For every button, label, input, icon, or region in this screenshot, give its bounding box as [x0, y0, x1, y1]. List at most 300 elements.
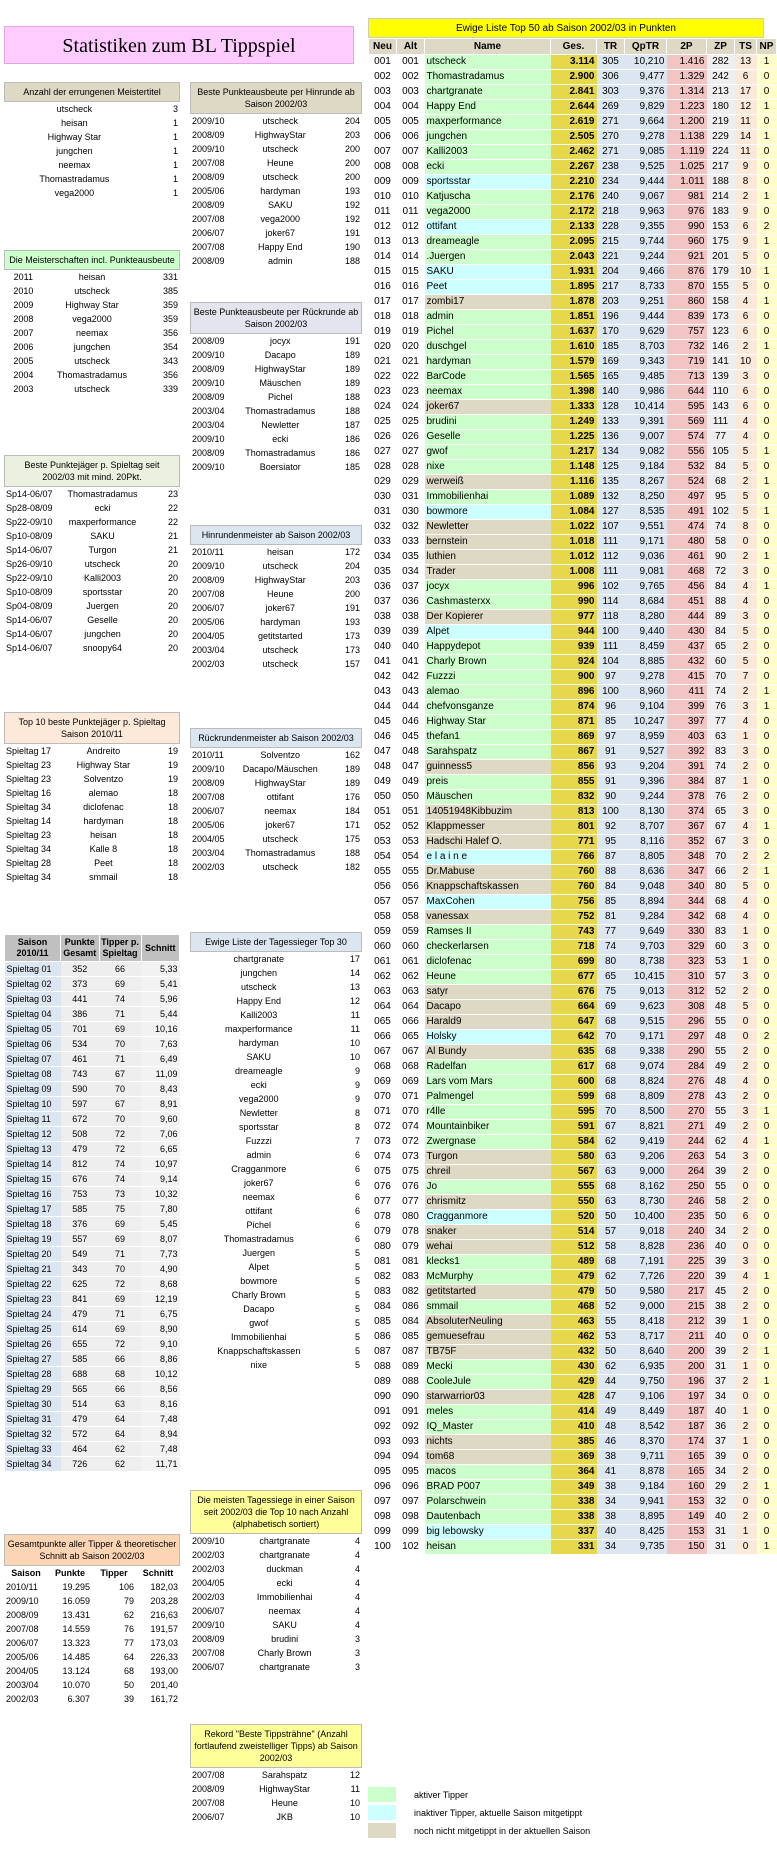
table-cell: 1 — [757, 130, 777, 145]
tagessieger-block — [190, 932, 362, 1372]
table-cell: thefan1 — [425, 730, 551, 745]
gesamtpunkte-block — [4, 1534, 180, 1706]
table-cell: 74 — [597, 940, 625, 955]
table-row — [369, 610, 777, 625]
table-row — [369, 160, 777, 175]
table-cell: joker67 — [265, 228, 296, 238]
table-cell: 9,171 — [625, 1030, 667, 1045]
table-cell: 11,09 — [141, 1067, 180, 1082]
meisterschaften-header: Die Meisterschaften incl. Punkteausbeute — [4, 250, 180, 270]
table-row — [369, 1375, 777, 1390]
table-cell: 094 — [369, 1450, 397, 1465]
table-cell: 13.431 — [62, 1610, 90, 1620]
table-cell: 71 — [99, 1307, 141, 1322]
table-cell: 384 — [667, 775, 707, 790]
table-cell: Spieltag 30 — [5, 1397, 61, 1412]
table-row — [369, 1495, 777, 1510]
table-cell: 63 — [597, 1165, 625, 1180]
table-cell: 756 — [551, 895, 597, 910]
table-cell: 0 — [735, 1240, 757, 1255]
table-cell: 2010/11 — [6, 1582, 38, 1592]
table-cell: Juergen — [242, 1248, 276, 1258]
table-cell: 8,809 — [625, 1090, 667, 1105]
table-cell: 2 — [735, 985, 757, 1000]
table-cell: 2009/10 — [192, 144, 225, 154]
legend-label: inaktiver Tipper, aktuelle Saison mitgetippt — [414, 1807, 583, 1818]
table-cell: 1.008 — [551, 565, 597, 580]
table-cell: meles — [425, 1405, 551, 1420]
table-cell: 19 — [167, 746, 178, 756]
table-row — [190, 226, 362, 240]
table-cell: 2002/03 — [192, 659, 225, 669]
table-cell: Spieltag 23 — [6, 830, 52, 840]
table-cell: 2006 — [13, 342, 34, 352]
table-cell: Thomastradamus — [245, 448, 316, 458]
table-row — [369, 205, 777, 220]
table-cell: Spieltag 27 — [5, 1352, 61, 1367]
table-cell: 479 — [551, 1270, 597, 1285]
table-row — [5, 1052, 180, 1067]
table-row — [190, 748, 362, 762]
table-cell: 049 — [369, 775, 397, 790]
table-cell: 091 — [397, 1405, 425, 1420]
table-cell: Pichel — [268, 392, 293, 402]
table-row — [369, 670, 777, 685]
table-cell: 127 — [597, 505, 625, 520]
table-cell: 10 — [349, 1038, 360, 1048]
table-cell: Spieltag 26 — [5, 1337, 61, 1352]
table-cell: 305 — [597, 55, 625, 70]
table-cell: 432 — [551, 1345, 597, 1360]
table-cell: 13 — [349, 982, 360, 992]
table-cell: 5 — [735, 880, 757, 895]
table-cell: 025 — [397, 415, 425, 430]
table-cell: 061 — [397, 955, 425, 970]
table-cell: 2006/07 — [192, 806, 225, 816]
table-cell: wehai — [425, 1240, 551, 1255]
table-row — [5, 1082, 180, 1097]
table-row — [4, 1650, 180, 1664]
table-cell: 1.011 — [667, 175, 707, 190]
table-cell: 022 — [369, 370, 397, 385]
table-cell: 6,65 — [141, 1142, 180, 1157]
table-cell: 352 — [667, 835, 707, 850]
table-cell: 0 — [757, 835, 777, 850]
table-cell: 059 — [369, 925, 397, 940]
table-cell: 016 — [397, 280, 425, 295]
table-row — [190, 184, 362, 198]
table-cell: 7,73 — [141, 1247, 180, 1262]
legend-label: noch nicht mitgetippt in der aktuellen Saison — [414, 1825, 591, 1836]
table-cell: Sp14-06/07 — [6, 643, 53, 653]
table-cell: 2 — [735, 1465, 757, 1480]
table-cell: 005 — [397, 115, 425, 130]
table-cell: 50 — [597, 1210, 625, 1225]
table-cell: 18 — [167, 844, 178, 854]
table-cell: 93 — [597, 760, 625, 775]
table-row — [4, 557, 180, 571]
table-cell: 076 — [369, 1180, 397, 1195]
table-cell: diclofenac — [83, 802, 124, 812]
table-row — [4, 641, 180, 655]
table-cell: 3 — [735, 970, 757, 985]
table-cell: Happy End — [258, 242, 303, 252]
table-row — [5, 1412, 180, 1427]
table-cell: 625 — [61, 1277, 100, 1292]
table-row — [369, 1000, 777, 1015]
table-cell: 9,204 — [625, 760, 667, 775]
table-cell: alemao — [88, 788, 119, 798]
table-cell: 1.018 — [551, 535, 597, 550]
table-cell: 64 — [123, 1652, 134, 1662]
table-row — [190, 1534, 362, 1548]
top10-block — [4, 712, 180, 884]
table-cell: Pichel — [246, 1220, 272, 1230]
table-row — [4, 786, 180, 800]
table-cell: 082 — [397, 1285, 425, 1300]
table-cell: 591 — [551, 1120, 597, 1135]
table-cell: 066 — [397, 1015, 425, 1030]
table-row — [369, 880, 777, 895]
table-cell: smmail — [89, 872, 118, 882]
table-cell: 14.559 — [62, 1624, 90, 1634]
table-cell: 2.043 — [551, 250, 597, 265]
table-cell: 140 — [597, 385, 625, 400]
table-cell: 2005/06 — [192, 186, 225, 196]
table-cell: checkerlarsen — [425, 940, 551, 955]
table-cell: joker67 — [265, 603, 296, 613]
table-cell: 6 — [735, 220, 757, 235]
table-cell: 029 — [369, 475, 397, 490]
table-cell: 8,885 — [625, 655, 667, 670]
table-cell: 85 — [597, 895, 625, 910]
column-header: Neu — [369, 39, 397, 55]
table-cell: 0 — [757, 70, 777, 85]
table-cell: Spieltag 14 — [6, 816, 52, 826]
table-cell: 7,726 — [625, 1270, 667, 1285]
table-cell: 2 — [735, 1300, 757, 1315]
table-cell: 093 — [369, 1435, 397, 1450]
table-cell: 055 — [369, 865, 397, 880]
table-cell: 1 — [757, 235, 777, 250]
table-cell: 567 — [551, 1165, 597, 1180]
table-cell: 031 — [397, 490, 425, 505]
table-row — [369, 1390, 777, 1405]
table-cell: 32 — [707, 1495, 735, 1510]
table-cell: 189 — [344, 350, 360, 360]
hinrunde-table — [190, 114, 362, 268]
table-cell: 8,116 — [625, 835, 667, 850]
table-cell: 1.022 — [551, 520, 597, 535]
table-cell: 099 — [397, 1525, 425, 1540]
table-cell: 264 — [667, 1165, 707, 1180]
table-cell: Alpet — [248, 1262, 270, 1272]
table-cell: 944 — [551, 625, 597, 640]
table-cell: 0 — [757, 790, 777, 805]
table-row — [369, 970, 777, 985]
table-row — [369, 1225, 777, 1240]
table-cell: 664 — [551, 1000, 597, 1015]
table-cell: 43 — [707, 1090, 735, 1105]
table-cell: 015 — [397, 265, 425, 280]
table-cell: 9,580 — [625, 1285, 667, 1300]
table-row — [4, 1594, 180, 1608]
table-cell: 073 — [397, 1150, 425, 1165]
table-cell: 21 — [167, 531, 178, 541]
table-cell: CooleJule — [425, 1375, 551, 1390]
table-cell: 9,477 — [625, 70, 667, 85]
table-cell: 6,75 — [141, 1307, 180, 1322]
table-cell: 203 — [344, 575, 360, 585]
table-cell: 5 — [354, 1360, 360, 1370]
table-cell: 414 — [551, 1405, 597, 1420]
table-cell: 6 — [354, 1178, 360, 1188]
table-cell: 9 — [735, 160, 757, 175]
table-cell: Spieltag 34 — [6, 844, 52, 854]
table-row — [369, 1435, 777, 1450]
table-cell: 921 — [667, 250, 707, 265]
table-cell: 013 — [369, 235, 397, 250]
table-cell: 191 — [344, 228, 360, 238]
table-cell: 310 — [667, 970, 707, 985]
table-cell: 0 — [757, 460, 777, 475]
table-cell: 9,013 — [625, 985, 667, 1000]
table-cell: utscheck — [262, 862, 299, 872]
table-cell: 189 — [344, 364, 360, 374]
table-cell: 10,210 — [625, 55, 667, 70]
table-cell: 048 — [397, 745, 425, 760]
table-cell: 323 — [667, 955, 707, 970]
table-cell: 6 — [354, 1164, 360, 1174]
table-cell: 056 — [397, 880, 425, 895]
table-cell: 2.644 — [551, 100, 597, 115]
table-cell: 041 — [369, 655, 397, 670]
table-cell: 97 — [597, 730, 625, 745]
table-cell: 0 — [757, 1045, 777, 1060]
table-cell: 073 — [369, 1135, 397, 1150]
table-cell: 343 — [61, 1262, 100, 1277]
table-cell: 9,941 — [625, 1495, 667, 1510]
page-title: Statistiken zum BL Tippspiel — [4, 26, 354, 64]
table-row — [5, 1172, 180, 1187]
table-row — [369, 745, 777, 760]
table-cell: 8,91 — [141, 1097, 180, 1112]
table-cell: 015 — [369, 265, 397, 280]
table-cell: 0 — [757, 115, 777, 130]
table-cell: 74 — [99, 1157, 141, 1172]
table-row — [5, 1067, 180, 1082]
hinrundenmeister-table — [190, 545, 362, 671]
table-cell: 043 — [397, 685, 425, 700]
table-row — [369, 415, 777, 430]
ewige-liste-header: Ewige Liste Top 50 ab Saison 2002/03 in Punkten — [368, 18, 764, 38]
table-cell: 392 — [667, 745, 707, 760]
table-cell: neemax — [242, 1192, 275, 1202]
table-cell: 088 — [369, 1360, 397, 1375]
table-cell: 49 — [707, 1060, 735, 1075]
table-cell: Kalli2003 — [425, 145, 551, 160]
table-cell: 7 — [354, 1136, 360, 1146]
table-cell: 165 — [667, 1465, 707, 1480]
table-cell: 1.329 — [667, 70, 707, 85]
table-cell: 9,419 — [625, 1135, 667, 1150]
table-cell: 102 — [597, 580, 625, 595]
table-cell: 018 — [369, 310, 397, 325]
table-cell: 2009/10 — [192, 434, 225, 444]
table-cell: 217 — [667, 1285, 707, 1300]
table-cell: 4 — [735, 295, 757, 310]
table-cell: 0 — [757, 655, 777, 670]
table-cell: 0 — [757, 1060, 777, 1075]
table-cell: 58 — [597, 1240, 625, 1255]
table-cell: 2.841 — [551, 85, 597, 100]
table-row — [190, 804, 362, 818]
table-cell: 55 — [707, 1105, 735, 1120]
table-cell: 9,184 — [625, 460, 667, 475]
table-row — [5, 1292, 180, 1307]
table-cell: 74 — [707, 760, 735, 775]
table-cell: 53 — [707, 955, 735, 970]
table-cell: Charly Brown — [231, 1290, 286, 1300]
table-cell: 150 — [667, 1540, 707, 1555]
column-header: Tipper p. Spieltag — [99, 935, 141, 962]
table-row — [4, 772, 180, 786]
table-cell: 8,449 — [625, 1405, 667, 1420]
table-cell: 8,730 — [625, 1195, 667, 1210]
meisterschaften-block — [4, 250, 180, 396]
table-cell: 14 — [735, 130, 757, 145]
table-cell: 3 — [735, 835, 757, 850]
table-cell: 9,074 — [625, 1060, 667, 1075]
table-cell: 462 — [551, 1330, 597, 1345]
table-cell: 136 — [597, 430, 625, 445]
table-cell: 352 — [61, 962, 100, 977]
table-cell: 312 — [667, 985, 707, 1000]
table-cell: 102 — [707, 505, 735, 520]
table-cell: 68 — [597, 1075, 625, 1090]
table-cell: 1 — [735, 775, 757, 790]
table-cell: 635 — [551, 1045, 597, 1060]
table-cell: Spieltag 04 — [5, 1007, 61, 1022]
table-cell: 1 — [735, 1405, 757, 1420]
table-row — [369, 460, 777, 475]
table-cell: Mecki — [425, 1360, 551, 1375]
table-cell: 063 — [397, 985, 425, 1000]
table-cell: 9,244 — [625, 790, 667, 805]
table-cell: 0 — [757, 625, 777, 640]
table-cell: 173 — [344, 645, 360, 655]
ewige-liste-table — [368, 38, 777, 1555]
table-cell: 508 — [61, 1127, 100, 1142]
table-cell: 240 — [597, 190, 625, 205]
table-row — [5, 977, 180, 992]
table-cell: 0 — [757, 1495, 777, 1510]
table-cell: 344 — [667, 895, 707, 910]
table-row — [369, 1030, 777, 1045]
table-cell: 70 — [597, 1030, 625, 1045]
column-header: Schnitt — [141, 935, 180, 962]
table-cell: 68 — [707, 475, 735, 490]
table-cell: brudini — [425, 415, 551, 430]
table-row — [369, 625, 777, 640]
table-cell: 2007/08 — [6, 1624, 39, 1634]
table-cell: 41 — [597, 1465, 625, 1480]
table-cell: 8 — [354, 1108, 360, 1118]
table-cell: 5 — [735, 445, 757, 460]
table-cell: sportsstar — [239, 1122, 279, 1132]
table-cell: 189 — [344, 764, 360, 774]
table-cell: 590 — [61, 1082, 100, 1097]
table-cell: 2003/04 — [192, 406, 225, 416]
top10-table — [4, 744, 180, 884]
table-row — [369, 1345, 777, 1360]
table-cell: 67 — [707, 835, 735, 850]
table-cell: nichts — [425, 1435, 551, 1450]
table-cell: 359 — [162, 300, 178, 310]
table-cell: 219 — [707, 115, 735, 130]
table-cell: 1.851 — [551, 310, 597, 325]
table-row — [369, 1480, 777, 1495]
table-cell: 896 — [551, 685, 597, 700]
table-cell: 0 — [757, 925, 777, 940]
table-cell: Katjuscha — [425, 190, 551, 205]
table-cell: 158 — [707, 295, 735, 310]
table-cell: 5 — [354, 1346, 360, 1356]
table-cell: Mountainbiker — [425, 1120, 551, 1135]
table-cell: 057 — [369, 895, 397, 910]
table-cell: 097 — [397, 1495, 425, 1510]
table-cell: 238 — [597, 160, 625, 175]
table-cell: 1.084 — [551, 505, 597, 520]
table-row — [369, 940, 777, 955]
table-cell: 2010 — [13, 286, 34, 296]
table-cell: 058 — [369, 910, 397, 925]
table-cell: utscheck — [262, 645, 299, 655]
table-cell: 8,707 — [625, 820, 667, 835]
table-row — [369, 325, 777, 340]
table-cell: 91 — [597, 775, 625, 790]
table-row — [4, 326, 180, 340]
table-row — [5, 1397, 180, 1412]
table-cell: 014 — [369, 250, 397, 265]
table-cell: 188 — [344, 392, 360, 402]
table-cell: 1 — [757, 55, 777, 70]
table-cell: Immobilienhai — [231, 1332, 287, 1342]
table-row — [190, 1604, 362, 1618]
table-cell: 9,765 — [625, 580, 667, 595]
table-cell: 1 — [735, 925, 757, 940]
table-cell: 308 — [667, 1000, 707, 1015]
table-cell: 72 — [99, 1277, 141, 1292]
table-cell: neemax — [58, 160, 91, 170]
table-cell: 13.323 — [62, 1638, 90, 1648]
table-cell: 39 — [707, 1270, 735, 1285]
table-cell: 479 — [551, 1285, 597, 1300]
table-cell: 270 — [667, 1105, 707, 1120]
table-cell: 55 — [707, 1180, 735, 1195]
table-cell: ecki — [272, 434, 289, 444]
table-cell: 84 — [707, 460, 735, 475]
table-row — [190, 1316, 362, 1330]
table-cell: 033 — [397, 535, 425, 550]
table-cell: 269 — [597, 100, 625, 115]
table-cell: 359 — [162, 314, 178, 324]
table-cell: 9,629 — [625, 325, 667, 340]
table-cell: 468 — [667, 565, 707, 580]
table-row — [369, 1150, 777, 1165]
table-cell: 180 — [707, 100, 735, 115]
table-cell: 0 — [757, 1300, 777, 1315]
